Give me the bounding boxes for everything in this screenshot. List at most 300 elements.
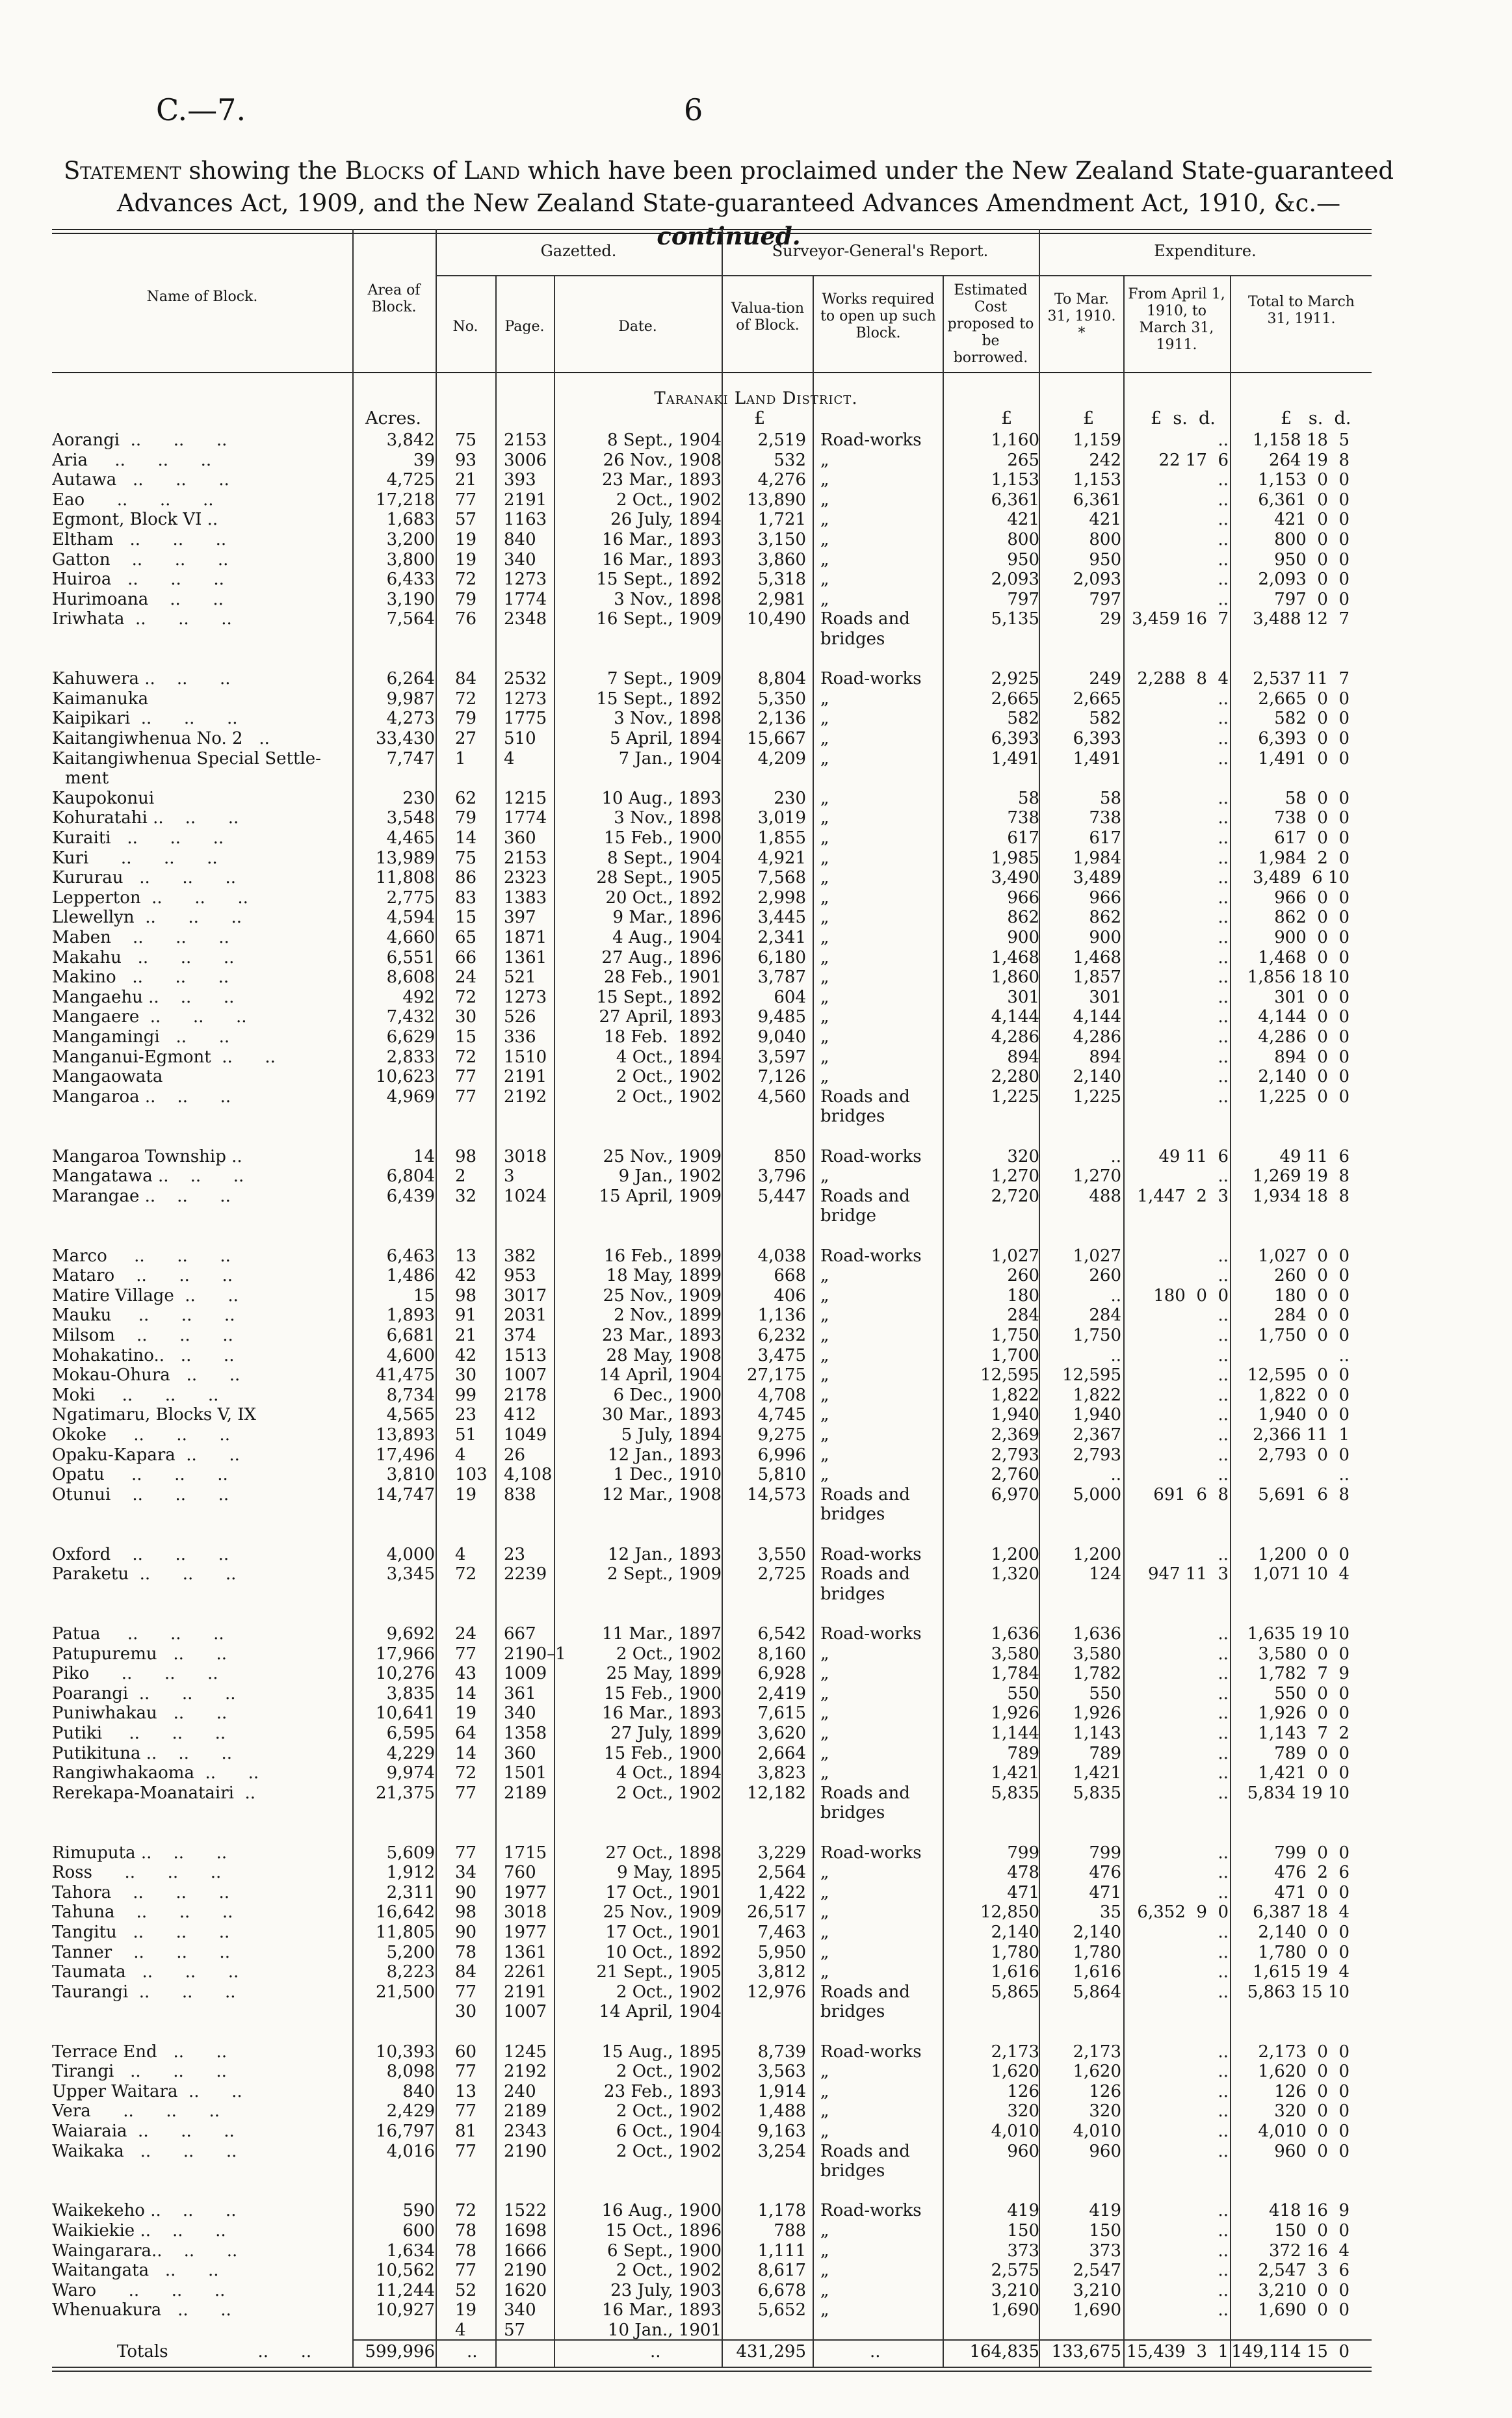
totals-valuation: 431,295 [736, 2342, 806, 2361]
gazette-no-cell: 77 [455, 1843, 477, 1863]
table-row-continuation [0, 769, 1512, 788]
valuation-cell: 2,136 [757, 709, 806, 728]
area-cell: 10,641 [376, 1703, 435, 1723]
gazette-no-cell: 66 [455, 948, 477, 967]
title-part-3: which have been proclaimed under the New Zealand State-guaranteed Advances Act, 1909, and the New Zealand State-guaranteed Advances Amendment Act, 1910, &c.— [116, 157, 1394, 217]
table-row [0, 609, 1512, 629]
expenditure-from-april-cell: .. [1218, 1703, 1229, 1723]
gazette-no-cell: 77 [455, 2062, 477, 2081]
gazette-page-cell: 2261 [504, 1962, 547, 1982]
estimated-cost-cell: 894 [1007, 1047, 1039, 1067]
works-cell: Roads and [820, 1783, 910, 1803]
unit-to-mar: £ [1083, 408, 1095, 428]
block-name: Mangaehu .. .. .. [52, 988, 235, 1007]
expenditure-to-mar-cell: 1,225 [1073, 1087, 1121, 1107]
unit-estimated: £ [1001, 408, 1013, 428]
table-row [0, 1744, 1512, 1763]
expenditure-from-april-cell: .. [1218, 1365, 1229, 1385]
works-cell: „ [820, 1703, 829, 1723]
gazette-page-cell: 397 [504, 908, 536, 927]
surveyor-rule [722, 275, 1039, 276]
total-expenditure-cell: 1,615 19 4 [1253, 1962, 1349, 1982]
table-row [0, 2042, 1512, 2062]
works-cell: „ [820, 2241, 829, 2261]
block-name: Mangaroa .. .. .. [52, 1087, 231, 1107]
works-cell: Roads and [820, 1485, 910, 1505]
works-cell: Roads and [820, 1564, 910, 1584]
expenditure-to-mar-cell: 373 [1089, 2241, 1121, 2261]
gazette-no-cell: 77 [455, 2101, 477, 2121]
expenditure-to-mar-cell: .. [1110, 1346, 1121, 1365]
expenditure-to-mar-cell: 1,940 [1073, 1405, 1121, 1425]
gazette-date-cell: 2 Oct., 1902 [616, 490, 722, 510]
gazette-page-cell: 2153 [504, 430, 547, 450]
estimated-cost-cell: 284 [1007, 1306, 1039, 1325]
works-cell: „ [820, 1902, 829, 1922]
gazette-date-cell: 5 April, 1894 [610, 729, 722, 748]
estimated-cost-cell: 1,616 [991, 1962, 1039, 1982]
valuation-cell: 2,564 [757, 1863, 806, 1882]
works-cell: „ [820, 590, 829, 609]
gazette-date-cell: 28 Feb., 1901 [604, 967, 722, 987]
gazette-date-cell-2: 14 April, 1904 [599, 2002, 722, 2021]
block-name: Whenuakura .. .. [52, 2300, 231, 2320]
estimated-cost-cell: 966 [1007, 888, 1039, 908]
expenditure-to-mar-cell: 2,093 [1073, 570, 1121, 589]
works-cell: Roads and [820, 2142, 910, 2161]
expenditure-to-mar-cell: 1,143 [1073, 1724, 1121, 1743]
header-bottom-rule [52, 372, 1372, 373]
area-cell: 10,623 [376, 1067, 435, 1086]
works-cell-continued: bridges [820, 1584, 885, 1604]
expenditure-from-april-cell: .. [1218, 888, 1229, 908]
expenditure-to-mar-cell: 1,926 [1073, 1703, 1121, 1723]
table-row [0, 2201, 1512, 2220]
table-row [0, 530, 1512, 549]
gazette-page-cell: 1273 [504, 988, 547, 1007]
area-cell: 2,833 [386, 1047, 435, 1067]
expenditure-to-mar-cell: 260 [1089, 1266, 1121, 1285]
valuation-cell: 5,810 [757, 1465, 806, 1484]
gazette-no-cell: 30 [455, 1365, 477, 1385]
table-row [0, 2281, 1512, 2300]
estimated-cost-cell: 421 [1007, 510, 1039, 529]
totals-total: 149,114 15 0 [1231, 2342, 1349, 2361]
expenditure-from-april-cell: .. [1218, 1684, 1229, 1703]
area-cell: 3,842 [386, 430, 435, 450]
district-name: Taranaki Land District. [654, 389, 858, 408]
gazette-page-cell: 1383 [504, 888, 547, 908]
expenditure-to-mar-cell: 900 [1089, 928, 1121, 947]
gazette-date-cell: 21 Sept., 1905 [596, 1962, 722, 1982]
block-name: Tanner .. .. .. [52, 1943, 230, 1962]
gazette-no-cell: 21 [455, 1326, 477, 1345]
block-name: Mangaroa Township .. [52, 1147, 242, 1166]
gazette-page-cell: 2191 [504, 1982, 547, 2002]
works-cell: „ [820, 808, 829, 828]
works-cell: „ [820, 868, 829, 887]
block-name: Hurimoana .. .. [52, 590, 224, 609]
expenditure-from-april-cell: .. [1218, 2300, 1229, 2320]
expenditure-to-mar-cell: 2,140 [1073, 1923, 1121, 1942]
gazette-page-cell: 667 [504, 1624, 536, 1644]
gazette-date-cell: 23 Mar., 1893 [601, 1326, 722, 1345]
total-expenditure-cell: 320 0 0 [1274, 2101, 1349, 2121]
table-row [0, 848, 1512, 868]
works-cell: „ [820, 2101, 829, 2121]
works-cell: „ [820, 470, 829, 490]
gazette-date-cell: 26 July, 1894 [610, 510, 722, 529]
gazette-no-cell: 60 [455, 2042, 477, 2062]
block-name: Tahora .. .. .. [52, 1883, 229, 1902]
block-name: Mangamingi .. .. [52, 1027, 230, 1047]
total-expenditure-cell: 1,635 19 10 [1247, 1624, 1349, 1644]
gazette-page-cell: 1163 [504, 510, 547, 529]
area-cell: 840 [402, 2082, 435, 2101]
expenditure-from-april-cell: .. [1218, 1346, 1229, 1365]
gazette-date-cell: 12 Jan., 1893 [608, 1445, 722, 1465]
gazette-date-cell: 25 May, 1899 [606, 1664, 722, 1683]
gazette-page-cell: 360 [504, 1744, 536, 1763]
gazette-page-cell: 1009 [504, 1664, 547, 1683]
works-cell: „ [820, 1943, 829, 1962]
block-name: Vera .. .. .. [52, 2101, 220, 2121]
gazette-date-cell: 15 Oct., 1896 [605, 2221, 722, 2241]
works-cell: „ [820, 1684, 829, 1703]
expenditure-from-april-cell: .. [1218, 828, 1229, 848]
estimated-cost-cell: 301 [1007, 988, 1039, 1007]
gazette-no-cell: 43 [455, 1664, 477, 1683]
estimated-cost-cell: 4,286 [991, 1027, 1039, 1047]
area-cell: 17,966 [376, 1644, 435, 1664]
gazette-no-cell: 84 [455, 669, 477, 689]
total-expenditure-cell: 5,834 19 10 [1247, 1783, 1349, 1803]
block-name: Mangatawa .. .. .. [52, 1166, 244, 1186]
works-cell: „ [820, 1763, 829, 1783]
area-cell: 4,016 [386, 2142, 435, 2161]
gazette-page-cell: 1620 [504, 2281, 547, 2300]
works-cell: Road-works [820, 1843, 922, 1863]
estimated-cost-cell: 1,027 [991, 1246, 1039, 1266]
valuation-cell: 6,180 [757, 948, 806, 967]
gazette-date-cell: 12 Mar., 1908 [601, 1485, 722, 1505]
gazette-date-cell: 16 Mar., 1893 [601, 2300, 722, 2320]
gazette-date-cell: 2 Oct., 1902 [616, 1783, 722, 1803]
expenditure-to-mar-cell: 488 [1089, 1187, 1121, 1206]
gazette-page-cell: 340 [504, 550, 536, 570]
expenditure-from-april-cell: .. [1218, 530, 1229, 549]
gazette-date-cell: 1 Dec., 1910 [613, 1465, 722, 1484]
valuation-cell: 4,921 [757, 848, 806, 868]
estimated-cost-cell: 2,369 [991, 1425, 1039, 1445]
table-row [0, 1007, 1512, 1027]
works-cell: „ [820, 1346, 829, 1365]
area-cell: 5,200 [386, 1943, 435, 1962]
gazette-page-cell: 953 [504, 1266, 536, 1285]
gazette-no-cell: 34 [455, 1863, 477, 1882]
expenditure-from-april-cell: .. [1218, 1386, 1229, 1405]
block-name: Lepperton .. .. .. [52, 888, 248, 908]
gazette-no-cell: 77 [455, 1087, 477, 1107]
block-name: Rimuputa .. .. .. [52, 1843, 228, 1863]
works-cell: „ [820, 2062, 829, 2081]
valuation-cell: 9,485 [757, 1007, 806, 1027]
estimated-cost-cell: 180 [1007, 1286, 1039, 1306]
block-name: Oxford .. .. .. [52, 1545, 229, 1564]
gazette-date-cell: 15 Sept., 1892 [596, 570, 722, 589]
works-cell: „ [820, 1067, 829, 1086]
gazette-no-cell: 52 [455, 2281, 477, 2300]
table-row [0, 1902, 1512, 1922]
works-cell: Roads and [820, 1187, 910, 1206]
area-cell: 3,190 [386, 590, 435, 609]
block-name: Aria .. .. .. [52, 451, 212, 470]
valuation-cell: 2,998 [757, 888, 806, 908]
valuation-cell: 5,447 [757, 1187, 806, 1206]
valuation-cell: 14,573 [747, 1485, 806, 1505]
gazette-no-cell: 19 [455, 1703, 477, 1723]
total-expenditure-cell: 2,547 3 6 [1258, 2261, 1349, 2280]
expenditure-from-april-cell: 6,352 9 0 [1137, 1902, 1229, 1922]
gazette-date-cell: 4 Oct., 1894 [616, 1763, 722, 1783]
area-cell: 4,594 [386, 908, 435, 927]
works-cell-continued: bridges [820, 629, 885, 649]
area-cell: 6,433 [386, 570, 435, 589]
estimated-cost-cell: 3,210 [991, 2281, 1039, 2300]
total-expenditure-cell: 471 0 0 [1274, 1883, 1349, 1902]
gazette-date-cell: 2 Oct., 1902 [616, 1644, 722, 1664]
gazette-date-cell: 28 May, 1908 [606, 1346, 722, 1365]
total-expenditure-cell: 58 0 0 [1284, 789, 1349, 808]
table-row [0, 1087, 1512, 1107]
expenditure-from-april-cell: .. [1218, 590, 1229, 609]
report-reference: C.—7. [156, 92, 246, 127]
totals-top-rule [352, 2339, 1372, 2341]
gazette-date-cell: 15 Feb., 1900 [604, 1684, 722, 1703]
gazette-page-cell: 840 [504, 530, 536, 549]
col-header-valuation: Valua-tion of Block. [731, 300, 805, 334]
expenditure-from-april-cell: .. [1218, 868, 1229, 887]
table-row [0, 1147, 1512, 1166]
col-header-page: Page. [504, 319, 545, 335]
estimated-cost-cell: 419 [1007, 2201, 1039, 2220]
gazette-no-cell: 4 [455, 1545, 466, 1564]
gazette-page-cell: 510 [504, 729, 536, 748]
expenditure-from-april-cell: .. [1218, 1465, 1229, 1484]
block-name: Patua .. .. .. [52, 1624, 224, 1644]
works-cell: „ [820, 888, 829, 908]
total-expenditure-cell: 1,468 0 0 [1258, 948, 1349, 967]
area-cell: 8,223 [386, 1962, 435, 1982]
table-row [0, 1703, 1512, 1723]
table-row [0, 928, 1512, 947]
estimated-cost-cell: 862 [1007, 908, 1039, 927]
gazette-page-cell: 526 [504, 1007, 536, 1027]
estimated-cost-cell: 1,468 [991, 948, 1039, 967]
gazette-date-cell: 17 Oct., 1901 [605, 1883, 722, 1902]
total-expenditure-cell: 1,780 0 0 [1258, 1943, 1349, 1962]
area-cell: 16,642 [376, 1902, 435, 1922]
gazette-date-cell: 28 Sept., 1905 [596, 868, 722, 887]
gazette-date-cell: 23 July, 1903 [610, 2281, 722, 2300]
gazette-page-cell: 1715 [504, 1843, 547, 1863]
gazette-date-cell: 16 Mar., 1893 [601, 1703, 722, 1723]
expenditure-from-april-cell: .. [1218, 2082, 1229, 2101]
works-cell-continued: bridges [820, 1505, 885, 1524]
total-expenditure-cell: .. [1338, 1346, 1349, 1365]
expenditure-from-april-cell: 947 11 3 [1147, 1564, 1229, 1584]
expenditure-from-april-cell: .. [1218, 1047, 1229, 1067]
works-cell: „ [820, 2300, 829, 2320]
gazette-no-cell: 90 [455, 1883, 477, 1902]
valuation-cell: 668 [774, 1266, 806, 1285]
works-cell: „ [820, 1027, 829, 1047]
gazette-no-cell: 64 [455, 1724, 477, 1743]
gazette-page-cell: 1501 [504, 1763, 547, 1783]
totals-no: .. [467, 2342, 478, 2361]
total-expenditure-cell: 284 0 0 [1274, 1306, 1349, 1325]
gazette-page-cell: 2532 [504, 669, 547, 689]
gazette-no-cell: 98 [455, 1286, 477, 1306]
table-row [0, 868, 1512, 887]
table-row [0, 1166, 1512, 1186]
valuation-cell: 12,976 [747, 1982, 806, 2002]
valuation-cell: 7,126 [757, 1067, 806, 1086]
expenditure-from-april-cell: .. [1218, 1087, 1229, 1107]
expenditure-from-april-cell: .. [1218, 749, 1229, 769]
works-cell: Road-works [820, 669, 922, 689]
gazette-date-cell: 10 Aug., 1893 [601, 789, 722, 808]
works-cell: „ [820, 1405, 829, 1425]
total-expenditure-cell: 966 0 0 [1274, 888, 1349, 908]
total-expenditure-cell: 2,173 0 0 [1258, 2042, 1349, 2062]
block-name: Upper Waitara .. .. [52, 2082, 242, 2101]
expenditure-from-april-cell: .. [1218, 1923, 1229, 1942]
table-row [0, 2241, 1512, 2261]
gazette-date-cell: 25 Nov., 1909 [603, 1286, 722, 1306]
estimated-cost-cell: 2,760 [991, 1465, 1039, 1484]
table-row [0, 490, 1512, 510]
valuation-cell: 3,475 [757, 1346, 806, 1365]
valuation-cell: 406 [774, 1286, 806, 1306]
expenditure-to-mar-cell: 1,750 [1073, 1326, 1121, 1345]
table-row [0, 1564, 1512, 1584]
totals-date: .. [650, 2342, 661, 2361]
col-header-date: Date. [618, 319, 657, 335]
expenditure-from-april-cell: .. [1218, 510, 1229, 529]
area-cell: 1,683 [386, 510, 435, 529]
block-name: Kohuratahi .. .. .. [52, 808, 239, 828]
works-cell: Roads and [820, 1982, 910, 2002]
estimated-cost-cell: 5,835 [991, 1783, 1039, 1803]
works-cell: „ [820, 1465, 829, 1484]
area-cell: 492 [402, 988, 435, 1007]
gazette-no-cell: 72 [455, 1047, 477, 1067]
gazette-no-cell: 86 [455, 868, 477, 887]
col-header-works: Works required to open up such Block. [820, 291, 936, 341]
table-row-continuation [0, 2161, 1512, 2181]
estimated-cost-cell: 3,580 [991, 1644, 1039, 1664]
gazette-date-cell: 18 Feb. 1892 [604, 1027, 722, 1047]
area-cell: 17,496 [376, 1445, 435, 1465]
estimated-cost-cell: 1,620 [991, 2062, 1039, 2081]
expenditure-to-mar-cell: 4,286 [1073, 1027, 1121, 1047]
gazette-no-cell: 78 [455, 2241, 477, 2261]
expenditure-to-mar-cell: 1,857 [1073, 967, 1121, 987]
block-name: Rerekapa-Moanatairi .. [52, 1783, 256, 1803]
gazette-date-cell: 16 Mar., 1893 [601, 530, 722, 549]
block-name: Waingarara.. .. .. [52, 2241, 238, 2261]
valuation-cell: 6,232 [757, 1326, 806, 1345]
gazette-date-cell: 2 Oct., 1902 [616, 2261, 722, 2280]
valuation-cell: 26,517 [747, 1902, 806, 1922]
block-name: Mataro .. .. .. [52, 1266, 233, 1285]
expenditure-to-mar-cell: 6,361 [1073, 490, 1121, 510]
table-row [0, 828, 1512, 848]
expenditure-rule [1039, 275, 1372, 276]
works-cell: Road-works [820, 2201, 922, 2220]
expenditure-from-april-cell: .. [1218, 1664, 1229, 1683]
expenditure-from-april-cell: .. [1218, 1067, 1229, 1086]
area-cell: 1,634 [386, 2241, 435, 2261]
table-row [0, 1624, 1512, 1644]
estimated-cost-cell: 617 [1007, 828, 1039, 848]
gazette-date-cell: 3 Nov., 1898 [614, 808, 722, 828]
area-cell: 6,439 [386, 1187, 435, 1206]
gazette-no-cell: 14 [455, 1744, 477, 1763]
expenditure-from-april-cell: .. [1218, 1982, 1229, 2002]
works-cell: „ [820, 1923, 829, 1942]
gazette-page-cell: 3018 [504, 1147, 547, 1166]
expenditure-to-mar-cell: 5,835 [1073, 1783, 1121, 1803]
expenditure-to-mar-cell: 242 [1089, 451, 1121, 470]
table-row [0, 1843, 1512, 1863]
gazette-no-cell: 75 [455, 430, 477, 450]
area-cell: 4,000 [386, 1545, 435, 1564]
expenditure-from-april-cell: .. [1218, 1246, 1229, 1266]
estimated-cost-cell: 2,793 [991, 1445, 1039, 1465]
area-cell: 6,681 [386, 1326, 435, 1345]
totals-works: .. [870, 2342, 881, 2361]
gazette-page-cell: 374 [504, 1326, 536, 1345]
col-header-to-mar [1041, 291, 1122, 342]
expenditure-to-mar-cell: 1,421 [1073, 1763, 1121, 1783]
title-blocks: Blocks [345, 157, 425, 185]
table-row [0, 669, 1512, 689]
area-cell: 15 [413, 1286, 435, 1306]
total-expenditure-cell: 1,027 0 0 [1258, 1246, 1349, 1266]
gazette-no-cell: 81 [455, 2122, 477, 2141]
gazette-date-cell: 30 Mar., 1893 [601, 1405, 722, 1425]
expenditure-to-mar-cell: 4,010 [1073, 2122, 1121, 2141]
estimated-cost-cell: 4,010 [991, 2122, 1039, 2141]
valuation-cell: 3,229 [757, 1843, 806, 1863]
works-cell: „ [820, 689, 829, 709]
total-expenditure-cell: 3,488 12 7 [1253, 609, 1349, 629]
gazette-date-cell: 2 Oct., 1902 [616, 1982, 722, 2002]
gazette-date-cell: 15 Sept., 1892 [596, 689, 722, 709]
gazette-no-cell: 24 [455, 967, 477, 987]
estimated-cost-cell: 126 [1007, 2082, 1039, 2101]
works-cell: „ [820, 1863, 829, 1882]
valuation-cell: 12,182 [747, 1783, 806, 1803]
works-cell: „ [820, 1744, 829, 1763]
area-cell: 33,430 [376, 729, 435, 748]
total-expenditure-cell: 2,537 11 7 [1253, 669, 1349, 689]
expenditure-from-april-cell: .. [1218, 1425, 1229, 1445]
expenditure-from-april-cell: .. [1218, 848, 1229, 868]
total-expenditure-cell: 799 0 0 [1274, 1843, 1349, 1863]
